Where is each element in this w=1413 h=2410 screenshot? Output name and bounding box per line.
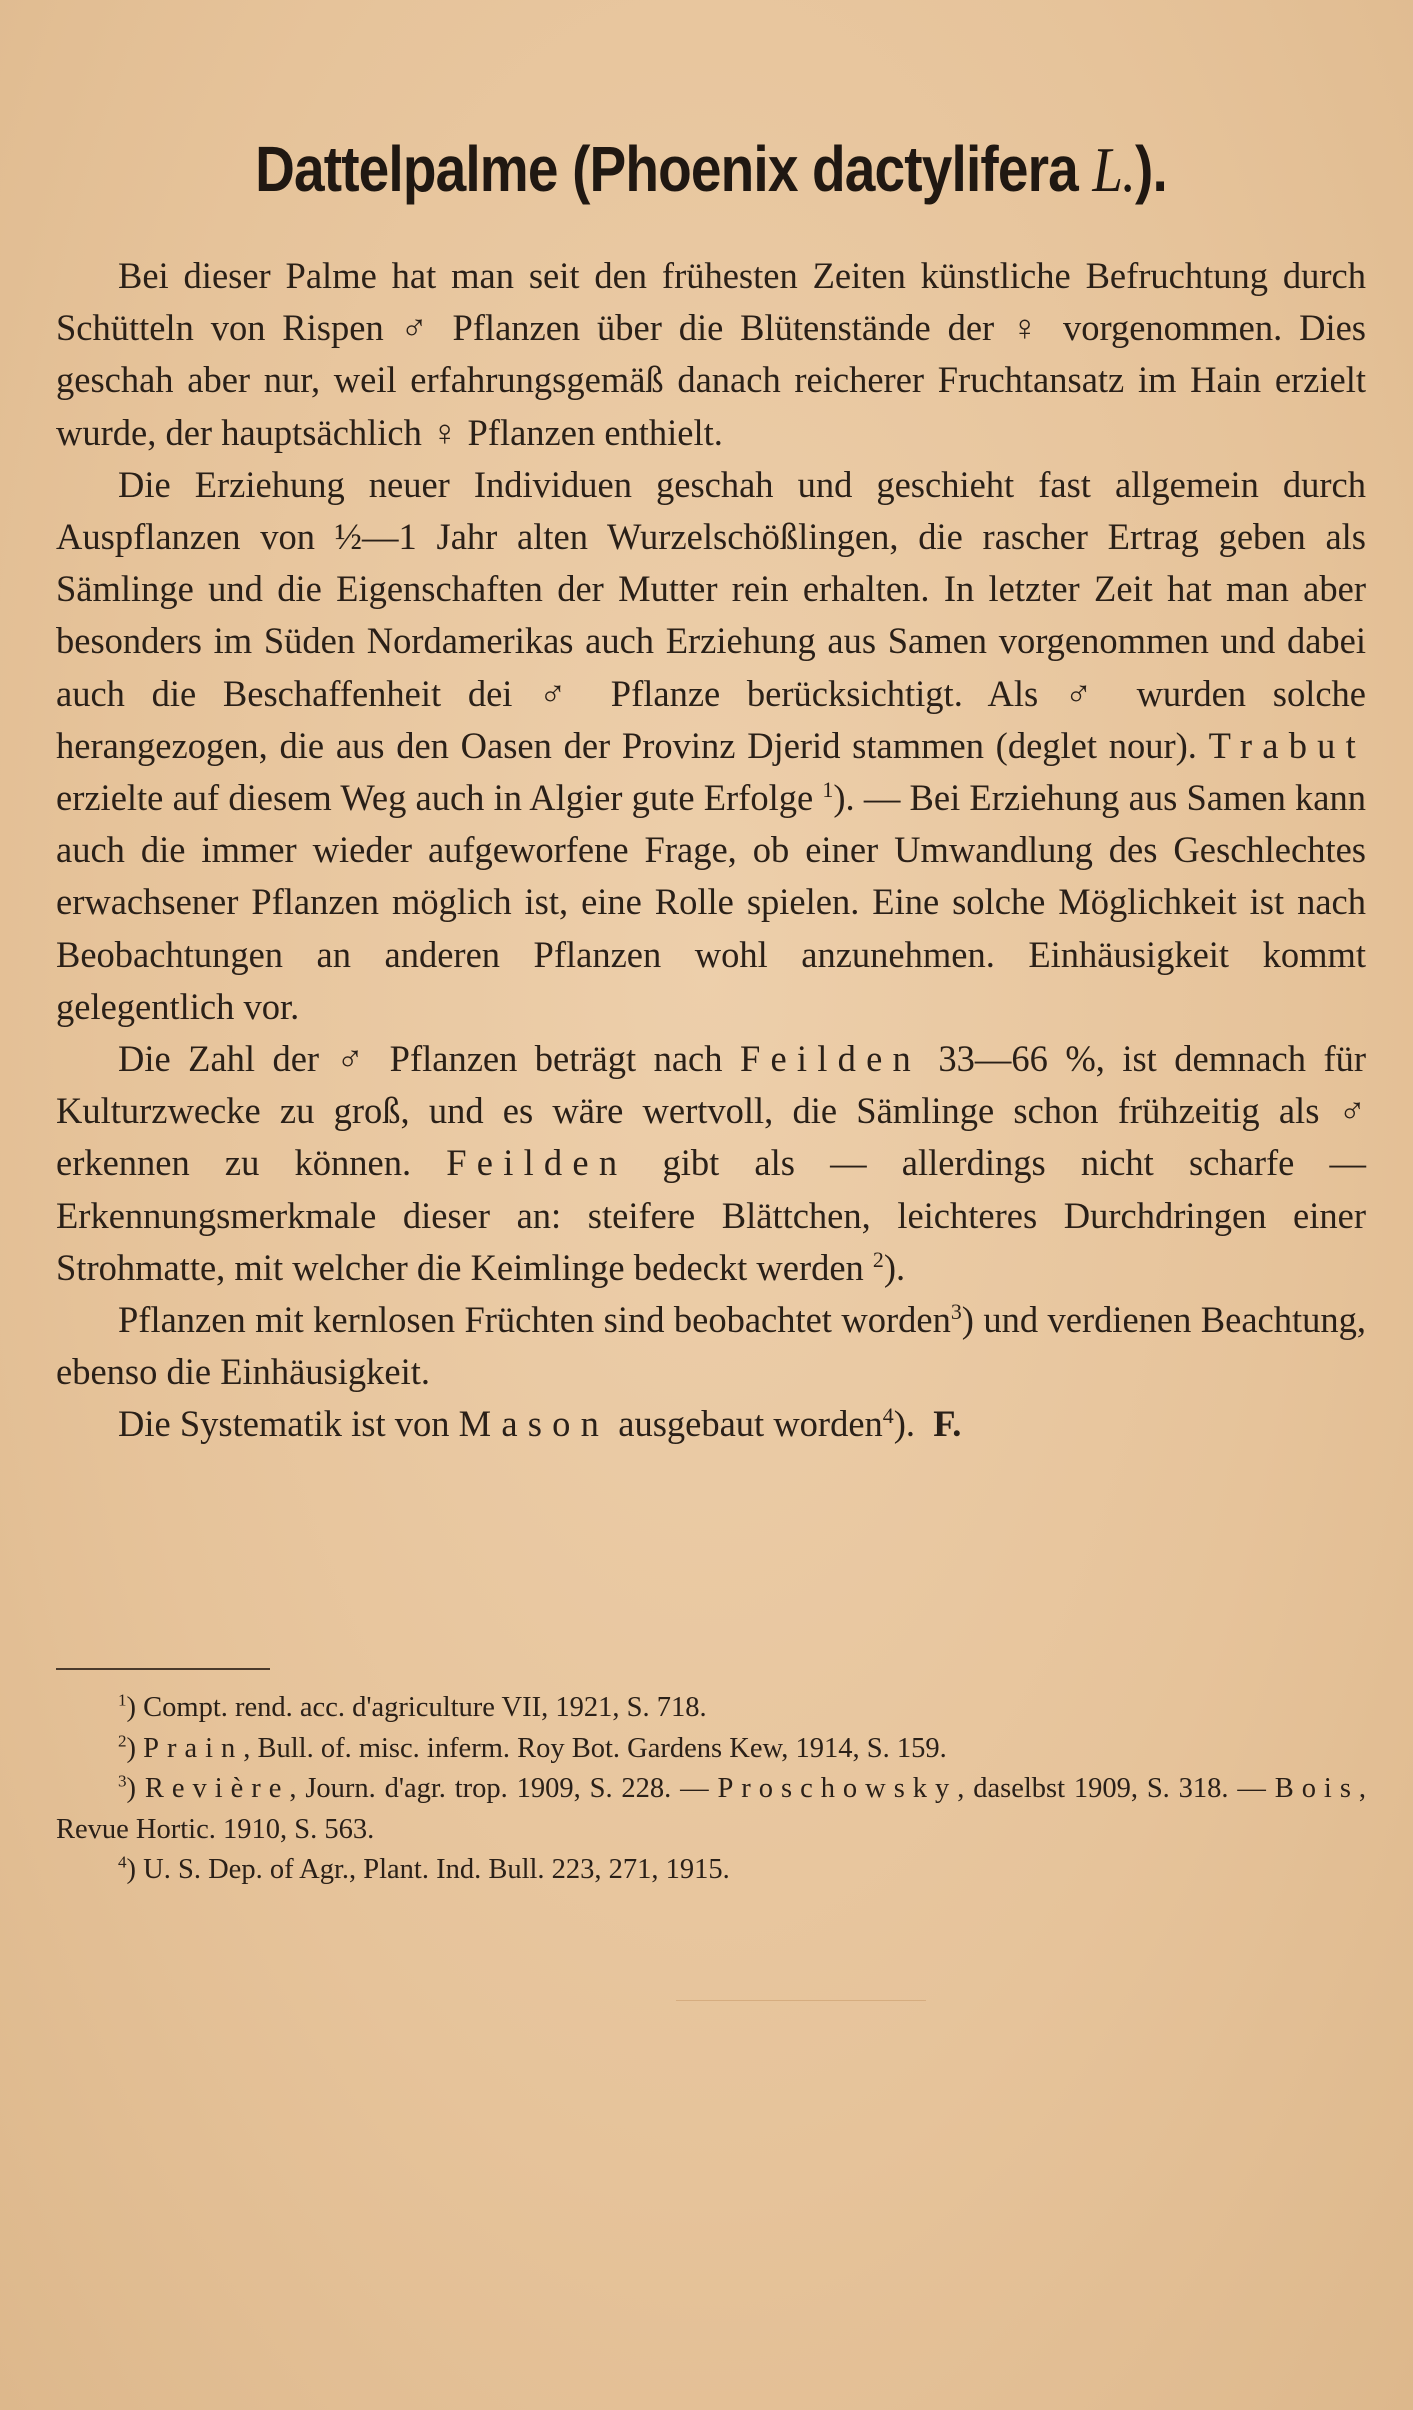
author-trabut: Trabut	[1208, 724, 1367, 766]
signature: F.	[933, 1403, 962, 1445]
footnote-ref-4: 4	[882, 1403, 894, 1429]
footnote-3-text-b: , daselbst 1909, S. 318. —	[957, 1773, 1266, 1804]
footnote-3-author-3: Bois	[1274, 1773, 1359, 1804]
p4-text-b: ) und verdienen Beachtung, ebenso die Einhäusigkeit.	[56, 1299, 1366, 1393]
footnote-2-text: , Bull. of. misc. inferm. Roy Bot. Gardens Kew, 1914, S. 159.	[243, 1732, 947, 1764]
footnote-3: $^3$) Revière, Journ. d'agr. trop. 1909, S. 228. — Proschowsky, daselbst 1909, S. 318. — Bois, Revue Hortic. 1910, S. 563.	[56, 1771, 1367, 1845]
p3-text-d: ).	[883, 1246, 906, 1288]
footnote-3-text-c: , Revue Hortic. 1910, S. 563.	[56, 1773, 1367, 1845]
footnote-mark-2: 2	[118, 1731, 127, 1750]
footnote-mark-3: 3	[118, 1771, 127, 1791]
paragraph-1: Bei dieser Palme hat man seit den frühesten Zeiten künstliche Befruchtung durch Schütteln von Rispen ♂ Pflanzen über die Blütenstände der ♀ vorgenommen. Dies geschah aber nur, weil erfahrungsgemäß danach reicherer Fruchtansatz im Hain erzielt wurde, der hauptsächlich ♀ Pflanzen enthielt.	[56, 255, 1366, 453]
author-mason: Mason	[458, 1403, 610, 1445]
footnote-1-text: ) Compt. rend. acc. d'agriculture VII, 1921, S. 718.	[126, 1692, 707, 1723]
title-close: ).	[1134, 133, 1167, 205]
footnote-mark-1: 1	[118, 1690, 127, 1710]
footnote-3-author-2: Proschowsky	[717, 1773, 958, 1804]
author-feilden-2: Feilden	[446, 1142, 628, 1184]
p3-text-a: Die Zahl der ♂ Pflanzen beträgt nach	[118, 1038, 723, 1080]
p4-text-a: Pflanzen mit kernlosen Früchten sind beobachtet worden	[118, 1299, 951, 1341]
paragraph-4	[56, 1294, 1366, 1398]
body-text	[56, 250, 1366, 1451]
p5-text-b: ausgebaut worden	[618, 1403, 883, 1445]
footnote-ref-1: 1	[822, 776, 834, 802]
footnote-3-author: Revière	[144, 1773, 290, 1804]
author-feilden: Feilden	[739, 1038, 921, 1080]
title-text: Dattelpalme (Phoenix dactylifera	[255, 133, 1093, 205]
footnote-1	[56, 1688, 1366, 1729]
paragraph-5	[56, 1398, 1366, 1450]
p2-text-b: erzielte auf diesem Weg auch in Algier gute Erfolge	[56, 777, 814, 819]
faint-rule	[676, 2000, 926, 2001]
paragraph-2	[56, 459, 1366, 1033]
footnote-3-text-a: , Journ. d'agr. trop. 1909, S. 228. —	[289, 1773, 709, 1804]
footnote-ref-2: 2	[872, 1246, 884, 1272]
footnote-4	[56, 1850, 1366, 1891]
p2-text-c: ). — Bei Erziehung aus Samen kann auch die immer wieder aufgeworfene Frage, ob einer Umwandlung des Geschlechtes erwachsener Pflanzen möglich ist, eine Rolle spielen. Eine solche Möglichkeit ist nach Beobachtungen an anderen Pflanzen wohl anzunehmen. Einhäusigkeit kommt gelegentlich vor.	[56, 777, 1366, 1027]
title-author: L.	[1092, 134, 1135, 205]
p2-text-a: Die Erziehung neuer Individuen geschah und geschieht fast allgemein durch Auspflanzen von ½—1 Jahr alten Wurzelschößlingen, die rascher Ertrag geben als Sämlinge und die Eigenschaften der Mutter rein erhalten. In letzter Zeit hat man aber besonders im Süden Nordamerikas auch Erziehung aus Samen vorgenommen und dabei auch die Beschaffenheit dei ♂ Pflanze berücksichtigt. Als ♂ wurden solche herangezogen, die aus den Oasen der Provinz Djerid stammen (deglet nour).	[56, 463, 1366, 766]
footnote-divider	[56, 1668, 270, 1670]
footnote-2-author: Prain	[143, 1732, 244, 1764]
p5-text-c: ).	[893, 1403, 916, 1445]
p3-text-b: 33—66 %, ist demnach für Kulturzwecke zu groß, und es wäre wertvoll, die Sämlinge schon frühzeitig als ♂ erkennen zu können.	[56, 1038, 1367, 1184]
paragraph-3	[56, 1033, 1366, 1294]
p3-text-c: gibt als — allerdings nicht scharfe — Erkennungsmerkmale dieser an: steifere Blättchen, leichteres Durchdringen einer Strohmatte, mit welcher die Keimlinge bedeckt werden	[56, 1142, 1366, 1288]
footnote-mark-4: 4	[118, 1852, 127, 1872]
footnotes	[56, 1688, 1366, 1891]
page-title	[148, 132, 1275, 207]
footnote-2: $^2$) Prain, Bull. of. misc. inferm. Roy Bot. Gardens Kew, 1914, S. 159.	[118, 1731, 947, 1764]
footnote-4-text: ) U. S. Dep. of Agr., Plant. Ind. Bull. 223, 271, 1915.	[126, 1854, 730, 1885]
footnote-ref-3: 3	[950, 1298, 962, 1324]
p5-text-a: Die Systematik ist von	[118, 1403, 450, 1445]
